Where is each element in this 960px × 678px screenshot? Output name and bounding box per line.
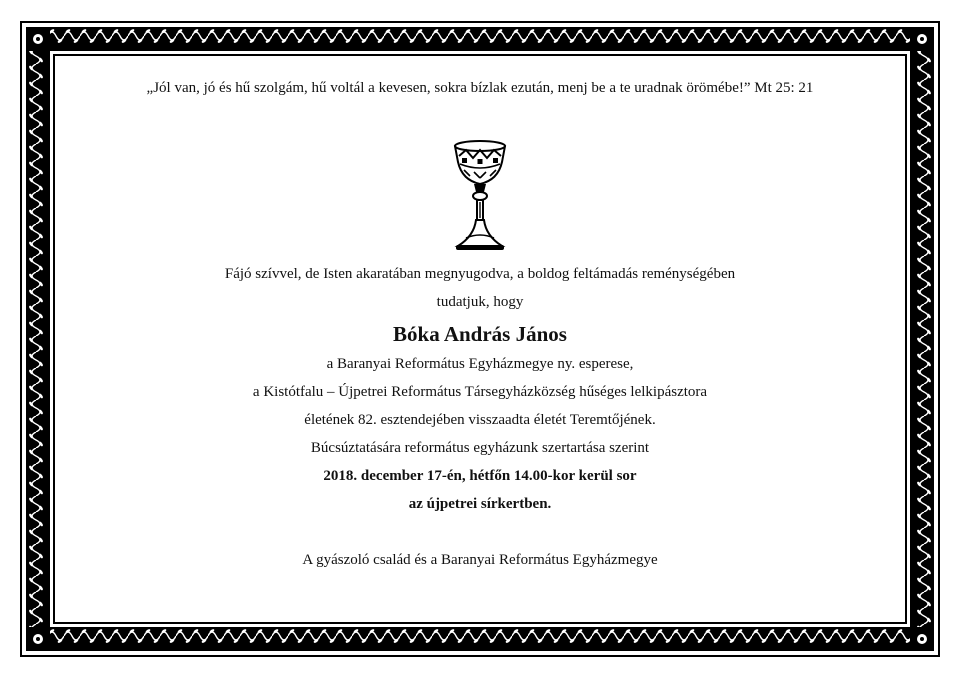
funeral-date: 2018. december 17-én, hétfőn 14.00-kor kerül sor: [323, 468, 637, 484]
ceremony-line: Búcsúztatására református egyházunk szertartása szerint: [310, 440, 650, 456]
chalice-icon: [452, 138, 508, 252]
intro-line-2: tudatjuk, hogy: [436, 294, 524, 310]
age-line: életének 82. esztendejében visszaadta életét Teremtőjének.: [304, 412, 656, 428]
bible-quote: „Jól van, jó és hű szolgám, hű voltál a kevesen, sokra bízlak ezután, menj be a te uradnak örömébe!” Mt 25: 21: [146, 80, 814, 96]
role-line-2: a Kistótfalu – Újpetrei Református Társegyházközség hűséges lelkipásztora: [252, 384, 708, 400]
intro-line-1: Fájó szívvel, de Isten akaratában megnyugodva, a boldog feltámadás reménységében: [224, 266, 736, 282]
role-line-1: a Baranyai Református Egyházmegye ny. esperese,: [326, 356, 634, 372]
deceased-name: Bóka András János: [393, 322, 567, 346]
death-notice: [58, 58, 902, 618]
funeral-place: az újpetrei sírkertben.: [408, 496, 552, 512]
signature: A gyászoló család és a Baranyai Református Egyházmegye: [302, 552, 658, 568]
